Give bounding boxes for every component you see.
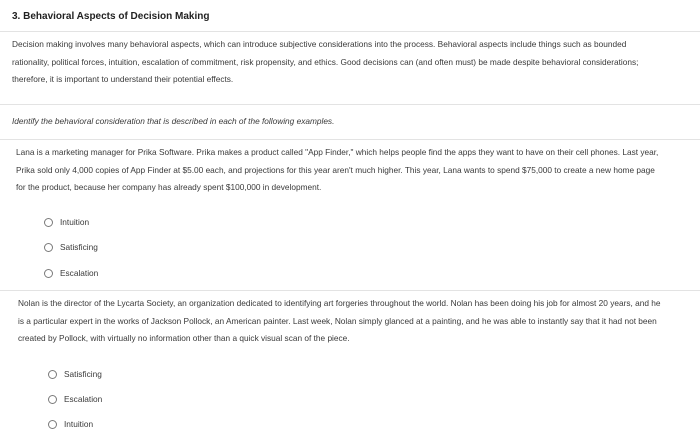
intro-divider <box>0 104 700 105</box>
title-divider <box>0 31 700 32</box>
radio-button[interactable] <box>48 370 57 379</box>
option-label: Intuition <box>64 419 94 429</box>
option-label: Intuition <box>60 217 90 227</box>
option-label: Escalation <box>64 394 103 404</box>
instruction-divider <box>0 139 700 140</box>
example-2-text: Nolan is the director of the Lycarta Society, an organization dedicated to identifying art forgeries throughout the world. Nolan has been doing his job for almost 20 years, and he is a particular expert in the works of Jackson Pollock, an American painter. Last week, Nolan simply glanced at a painting, and he was able to instantly say that it had not been created by Pollock, with virtually no information other than a quick visual scan of the piece. <box>18 298 661 343</box>
example-2-option-intuition[interactable] <box>48 419 93 429</box>
option-label: Satisficing <box>64 369 102 379</box>
example-1-option-intuition[interactable] <box>44 217 89 227</box>
radio-button[interactable] <box>44 269 53 278</box>
option-label: Escalation <box>60 268 99 278</box>
instruction-text: Identify the behavioral consideration that is described in each of the following examples. <box>12 116 335 126</box>
intro-paragraph: Decision making involves many behavioral aspects, which can introduce subjective considerations into the process. Behavioral aspects include things such as bounded rationality, political forces, intuition, escalation of commitment, risk propensity, and ethics. Good decisions can (and often must) be made despite behavioral considerations; therefore, it is important to understand their potential effects. <box>12 39 639 84</box>
example-1-option-escalation[interactable] <box>44 268 98 278</box>
radio-button[interactable] <box>48 420 57 429</box>
example-2-option-escalation[interactable] <box>48 394 102 404</box>
radio-button[interactable] <box>44 243 53 252</box>
question-title: 3. Behavioral Aspects of Decision Making <box>12 11 210 22</box>
example-2-option-satisficing[interactable] <box>48 369 102 379</box>
radio-button[interactable] <box>48 395 57 404</box>
radio-button[interactable] <box>44 218 53 227</box>
example-divider <box>0 290 700 291</box>
example-1-text: Lana is a marketing manager for Prika Software. Prika makes a product called "App Finder," which helps people find the apps they want to have on their cell phones. Last year, Prika sold only 4,000 copies of App Finder at $5.00 each, and projections for this year aren't much higher. This year, Lana wants to spend $75,000 to create a new home page for the product, because her company has already spent $100,000 in development. <box>16 147 659 192</box>
option-label: Satisficing <box>60 242 98 252</box>
example-1-option-satisficing[interactable] <box>44 242 98 252</box>
